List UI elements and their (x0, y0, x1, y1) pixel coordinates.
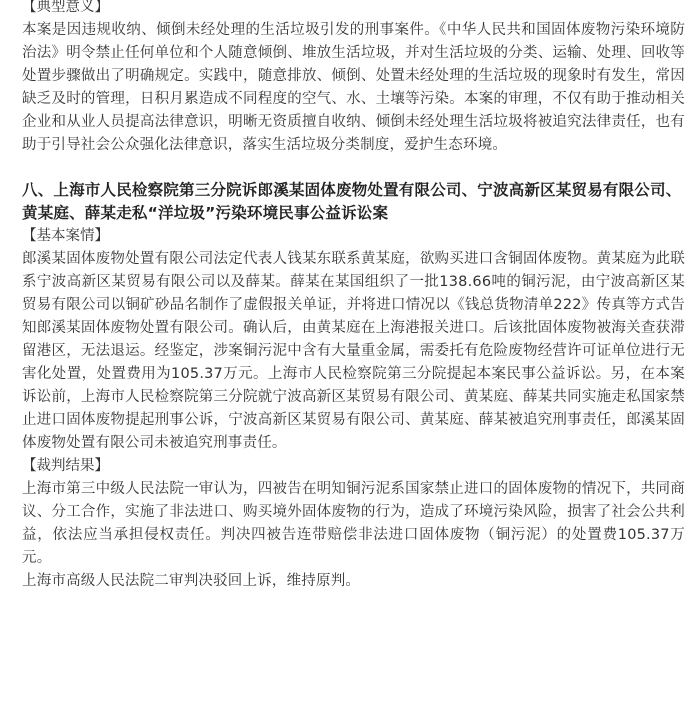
significance-paragraph: 本案是因违规收纳、倾倒未经处理的生活垃圾引发的刑事案件。《中华人民共和国固体废物污染环境防治法》明令禁止任何单位和个人随意倾倒、堆放生活垃圾，并对生活垃圾的分类、运输、处理、回收等处置步骤做出了明确规定。实践中，随意排放、倾倒、处置未经处理的生活垃圾的现象时有发生，常因缺乏及时的管理，日积月累造成不同程度的空气、水、土壤等污染。本案的审理，不仅有助于推动相关企业和从业人员提高法律意识，明晰无资质擅自收纳、倾倒未经处理生活垃圾将被追究法律责任，也有助于引导社会公众强化法律意识，落实生活垃圾分类制度，爱护生态环境。 (22, 22, 685, 153)
judgment-label: 【裁判结果】 (22, 458, 109, 474)
facts-paragraph: 郎溪某固体废物处置有限公司法定代表人钱某东联系黄某庭，欲购买进口含铜固体废物。黄某庭为此联系宁波高新区某贸易有限公司以及薛某。薛某在某国组织了一批138.66吨的铜污泥，由宁波高新区某贸易有限公司以铜矿砂品名制作了虚假报关单证，并将进口情况以《钱总货物清单222》传真等方式告知郎溪某固体废物处置有限公司。确认后，由黄某庭在上海港报关进口。后该批固体废物被海关查获滞留港区，无法退运。经鉴定，涉案铜污泥中含有大量重金属，需委托有危险废物经营许可证单位进行无害化处置，处置费用为105.37万元。上海市人民检察院第三分院提起本案民事公益诉讼。另，在本案诉讼前，上海市人民检察院第三分院就宁波高新区某贸易有限公司、黄某庭、薛某共同实施走私国家禁止进口固体废物提起刑事公诉，宁波高新区某贸易有限公司、黄某庭、薛某被追究刑事责任，郎溪某固体废物处置有限公司未被追究刑事责任。 (22, 251, 685, 451)
judgment-paragraph-first-instance: 上海市第三中级人民法院一审认为，四被告在明知铜污泥系国家禁止进口的固体废物的情况下，共同商议、分工合作，实施了非法进口、购买境外固体废物的行为，造成了环境污染风险，损害了社会公共利益，依法应当承担侵权责任。判决四被告连带赔偿非法进口固体废物（铜污泥）的处置费105.37万元。 (22, 481, 685, 566)
case-heading: 八、上海市人民检察院第三分院诉郎溪某固体废物处置有限公司、宁波高新区某贸易有限公司、黄某庭、薛某走私“洋垃圾”污染环境民事公益诉讼案 (22, 181, 682, 222)
judgment-paragraph-second-instance: 上海市高级人民法院二审判决驳回上诉，维持原判。 (22, 573, 361, 589)
facts-label: 【基本案情】 (22, 228, 109, 244)
significance-label: 【典型意义】 (22, 0, 109, 15)
